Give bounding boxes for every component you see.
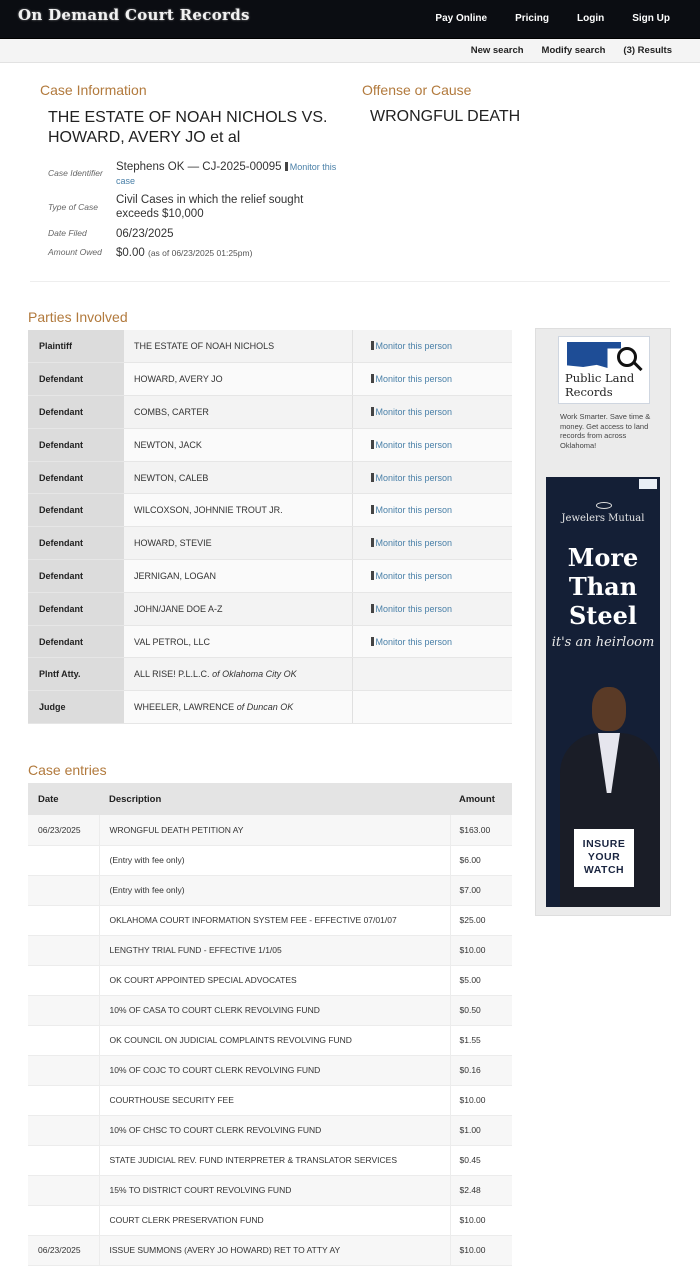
ad-choices-icon[interactable] bbox=[639, 479, 657, 489]
case-title: THE ESTATE OF NOAH NICHOLS VS. HOWARD, AVERY JO et al bbox=[48, 109, 328, 146]
entry-row bbox=[28, 1175, 512, 1205]
entry-amount: $0.16 bbox=[450, 1055, 512, 1085]
amount-owed-label: Amount Owed bbox=[48, 247, 102, 257]
entry-date bbox=[28, 995, 99, 1025]
entry-description: LENGTHY TRIAL FUND - EFFECTIVE 1/1/05 bbox=[99, 935, 450, 965]
entry-row bbox=[28, 965, 512, 995]
monitor-icon bbox=[371, 341, 374, 350]
jewelers-mutual-ad[interactable] bbox=[546, 477, 660, 907]
case-entries-heading: Case entries bbox=[28, 762, 107, 778]
party-name: THE ESTATE OF NOAH NICHOLS bbox=[134, 341, 275, 352]
case-type-row bbox=[48, 193, 348, 223]
monitor-icon bbox=[371, 407, 374, 416]
party-row bbox=[28, 527, 512, 560]
case-identifier-value: Stephens OK — CJ-2025-00095 bbox=[116, 161, 282, 173]
party-role: Defendant bbox=[28, 527, 124, 560]
column-header-date: Date bbox=[28, 783, 99, 815]
monitor-icon bbox=[371, 571, 374, 580]
monitor-person-link[interactable]: Monitor this person bbox=[371, 637, 453, 647]
entry-row bbox=[28, 1235, 512, 1265]
offense-heading: Offense or Cause bbox=[362, 82, 472, 98]
entry-row bbox=[28, 1085, 512, 1115]
party-role: Defendant bbox=[28, 396, 124, 429]
parties-heading: Parties Involved bbox=[28, 309, 128, 325]
entry-date bbox=[28, 1085, 99, 1115]
search-toolbar bbox=[0, 39, 700, 63]
entry-amount: $7.00 bbox=[450, 875, 512, 905]
party-name: NEWTON, JACK bbox=[134, 439, 202, 450]
party-row bbox=[28, 363, 512, 396]
monitor-icon bbox=[371, 637, 374, 646]
monitor-person-link[interactable]: Monitor this person bbox=[371, 505, 453, 515]
entry-date: 06/23/2025 bbox=[28, 815, 99, 845]
entry-amount: $10.00 bbox=[450, 935, 512, 965]
entry-date bbox=[28, 1115, 99, 1145]
monitor-person-link[interactable]: Monitor this person bbox=[371, 407, 453, 417]
party-role: Defendant bbox=[28, 592, 124, 625]
oklahoma-map-icon bbox=[567, 342, 621, 368]
party-row bbox=[28, 658, 512, 691]
party-role: Judge bbox=[28, 691, 124, 724]
ad-headline: More Than Steel bbox=[567, 543, 639, 630]
entry-row bbox=[28, 1115, 512, 1145]
entry-description: ISSUE SUMMONS (AVERY JO HOWARD) RET TO ATTY AY bbox=[99, 1235, 450, 1265]
party-name: WHEELER, LAWRENCE bbox=[134, 702, 235, 713]
case-identifier-label: Case Identifier bbox=[48, 168, 103, 178]
entry-amount: $25.00 bbox=[450, 905, 512, 935]
entry-row bbox=[28, 905, 512, 935]
party-row bbox=[28, 691, 512, 724]
monitor-icon bbox=[371, 374, 374, 383]
monitor-person-link[interactable]: Monitor this person bbox=[371, 473, 453, 483]
entry-amount: $10.00 bbox=[450, 1235, 512, 1265]
amount-owed-note: (as of 06/23/2025 01:25pm) bbox=[147, 248, 253, 258]
entries-header-row bbox=[28, 783, 512, 815]
date-filed-row bbox=[48, 227, 348, 241]
new-search-link[interactable]: New search bbox=[470, 45, 524, 56]
ad-rings-icon bbox=[596, 502, 612, 509]
public-land-records-tagline: Work Smarter. Save time & money. Get access to land records from across Oklahoma! bbox=[560, 412, 651, 450]
monitor-icon bbox=[371, 538, 374, 547]
party-role: Plntf Atty. bbox=[28, 658, 124, 691]
entry-description: 10% OF COJC TO COURT CLERK REVOLVING FUND bbox=[99, 1055, 450, 1085]
entry-description: 10% OF CHSC TO COURT CLERK REVOLVING FUND bbox=[99, 1115, 450, 1145]
site-logo[interactable]: On Demand Court Records bbox=[18, 6, 250, 24]
public-land-records-name: Public Land Records bbox=[565, 371, 635, 399]
entry-amount: $6.00 bbox=[450, 845, 512, 875]
entry-description: STATE JUDICIAL REV. FUND INTERPRETER & TRANSLATOR SERVICES bbox=[99, 1145, 450, 1175]
party-role: Defendant bbox=[28, 461, 124, 494]
monitor-person-link[interactable]: Monitor this person bbox=[371, 604, 453, 614]
entry-date bbox=[28, 1175, 99, 1205]
party-row bbox=[28, 330, 512, 363]
entry-row bbox=[28, 1145, 512, 1175]
case-type-value: Civil Cases in which the relief sought exceeds $10,000 bbox=[116, 194, 304, 220]
entry-description: OKLAHOMA COURT INFORMATION SYSTEM FEE - EFFECTIVE 07/01/07 bbox=[99, 905, 450, 935]
party-name: VAL PETROL, LLC bbox=[134, 636, 211, 647]
entry-amount: $0.45 bbox=[450, 1145, 512, 1175]
party-name: JERNIGAN, LOGAN bbox=[134, 570, 217, 581]
entry-row bbox=[28, 1025, 512, 1055]
party-name: COMBS, CARTER bbox=[134, 406, 209, 417]
amount-owed-row bbox=[48, 246, 348, 260]
public-land-records-logo[interactable] bbox=[558, 336, 650, 404]
entry-amount: $2.48 bbox=[450, 1175, 512, 1205]
case-information-heading: Case Information bbox=[40, 82, 147, 98]
entry-amount: $5.00 bbox=[450, 965, 512, 995]
ad-cta-button[interactable]: INSURE YOUR WATCH bbox=[574, 829, 634, 887]
monitor-person-link[interactable]: Monitor this person bbox=[371, 440, 453, 450]
party-location: of Duncan OK bbox=[236, 702, 294, 713]
entry-row bbox=[28, 1205, 512, 1235]
top-nav bbox=[435, 13, 670, 24]
entry-description: (Entry with fee only) bbox=[99, 875, 450, 905]
party-row bbox=[28, 560, 512, 593]
ad-brand: Jewelers Mutual bbox=[561, 513, 645, 524]
nav-login[interactable]: Login bbox=[577, 13, 605, 24]
entry-date bbox=[28, 1205, 99, 1235]
entry-amount: $1.00 bbox=[450, 1115, 512, 1145]
date-filed-value: 06/23/2025 bbox=[116, 228, 174, 240]
party-name: NEWTON, CALEB bbox=[134, 472, 209, 483]
entry-row bbox=[28, 875, 512, 905]
party-role: Defendant bbox=[28, 560, 124, 593]
entry-date bbox=[28, 875, 99, 905]
nav-pay-online[interactable]: Pay Online bbox=[435, 13, 488, 24]
entry-description: 15% TO DISTRICT COURT REVOLVING FUND bbox=[99, 1175, 450, 1205]
entry-description: OK COURT APPOINTED SPECIAL ADVOCATES bbox=[99, 965, 450, 995]
results-link[interactable]: (3) Results bbox=[623, 45, 672, 56]
monitor-person-link[interactable]: Monitor this person bbox=[371, 374, 453, 384]
section-divider bbox=[30, 281, 670, 282]
monitor-case-link[interactable]: Monitor this case bbox=[116, 162, 337, 186]
party-role: Defendant bbox=[28, 494, 124, 527]
top-bar bbox=[0, 0, 700, 39]
party-name: ALL RISE! P.L.L.C. bbox=[134, 669, 210, 680]
entry-date bbox=[28, 845, 99, 875]
party-row bbox=[28, 428, 512, 461]
entry-row bbox=[28, 1055, 512, 1085]
entry-description: WRONGFUL DEATH PETITION AY bbox=[99, 815, 450, 845]
date-filed-label: Date Filed bbox=[48, 228, 87, 238]
party-role: Defendant bbox=[28, 363, 124, 396]
party-location: of Oklahoma City OK bbox=[212, 669, 297, 680]
party-row bbox=[28, 494, 512, 527]
party-row bbox=[28, 461, 512, 494]
entry-amount: $10.00 bbox=[450, 1205, 512, 1235]
entry-row bbox=[28, 845, 512, 875]
monitor-icon bbox=[371, 604, 374, 613]
monitor-icon bbox=[371, 473, 374, 482]
monitor-icon bbox=[285, 162, 288, 171]
entry-date: 06/23/2025 bbox=[28, 1235, 99, 1265]
party-role: Plaintiff bbox=[28, 330, 124, 363]
party-row bbox=[28, 625, 512, 658]
entry-row bbox=[28, 995, 512, 1025]
entry-amount: $10.00 bbox=[450, 1085, 512, 1115]
entry-row bbox=[28, 935, 512, 965]
entry-date bbox=[28, 965, 99, 995]
entry-description: 10% OF CASA TO COURT CLERK REVOLVING FUND bbox=[99, 995, 450, 1025]
entry-date bbox=[28, 1025, 99, 1055]
entry-date bbox=[28, 905, 99, 935]
party-role: Defendant bbox=[28, 428, 124, 461]
party-row bbox=[28, 396, 512, 429]
column-header-description: Description bbox=[99, 783, 450, 815]
monitor-icon bbox=[371, 505, 374, 514]
nav-sign-up[interactable]: Sign Up bbox=[632, 13, 670, 24]
monitor-person-link[interactable]: Monitor this person bbox=[371, 571, 453, 581]
party-name: JOHN/JANE DOE A-Z bbox=[134, 603, 223, 614]
entry-description: COURTHOUSE SECURITY FEE bbox=[99, 1085, 450, 1115]
case-identifier-row bbox=[48, 160, 348, 190]
entry-date bbox=[28, 1145, 99, 1175]
column-header-amount: Amount bbox=[450, 783, 512, 815]
entry-description: COURT CLERK PRESERVATION FUND bbox=[99, 1205, 450, 1235]
entry-date bbox=[28, 935, 99, 965]
case-type-label: Type of Case bbox=[48, 202, 98, 212]
monitor-icon bbox=[371, 440, 374, 449]
party-name: HOWARD, STEVIE bbox=[134, 538, 212, 549]
party-row bbox=[28, 592, 512, 625]
case-entries-table bbox=[28, 783, 512, 1266]
entry-row bbox=[28, 815, 512, 845]
offense-value: WRONGFUL DEATH bbox=[370, 108, 521, 125]
party-name: HOWARD, AVERY JO bbox=[134, 374, 223, 385]
ad-script-text: it's an heirloom bbox=[551, 635, 655, 650]
monitor-person-link[interactable]: Monitor this person bbox=[371, 538, 453, 548]
sidebar bbox=[535, 328, 671, 916]
nav-pricing[interactable]: Pricing bbox=[515, 13, 549, 24]
entry-amount: $0.50 bbox=[450, 995, 512, 1025]
monitor-person-link[interactable]: Monitor this person bbox=[371, 341, 453, 351]
parties-table bbox=[28, 330, 512, 724]
entry-description: OK COUNCIL ON JUDICIAL COMPLAINTS REVOLVING FUND bbox=[99, 1025, 450, 1055]
modify-search-link[interactable]: Modify search bbox=[541, 45, 606, 56]
party-name: WILCOXSON, JOHNNIE TROUT JR. bbox=[134, 505, 283, 516]
entry-amount: $1.55 bbox=[450, 1025, 512, 1055]
entry-date bbox=[28, 1055, 99, 1085]
entry-description: (Entry with fee only) bbox=[99, 845, 450, 875]
entry-amount: $163.00 bbox=[450, 815, 512, 845]
party-role: Defendant bbox=[28, 625, 124, 658]
amount-owed-value: $0.00 bbox=[116, 247, 145, 259]
